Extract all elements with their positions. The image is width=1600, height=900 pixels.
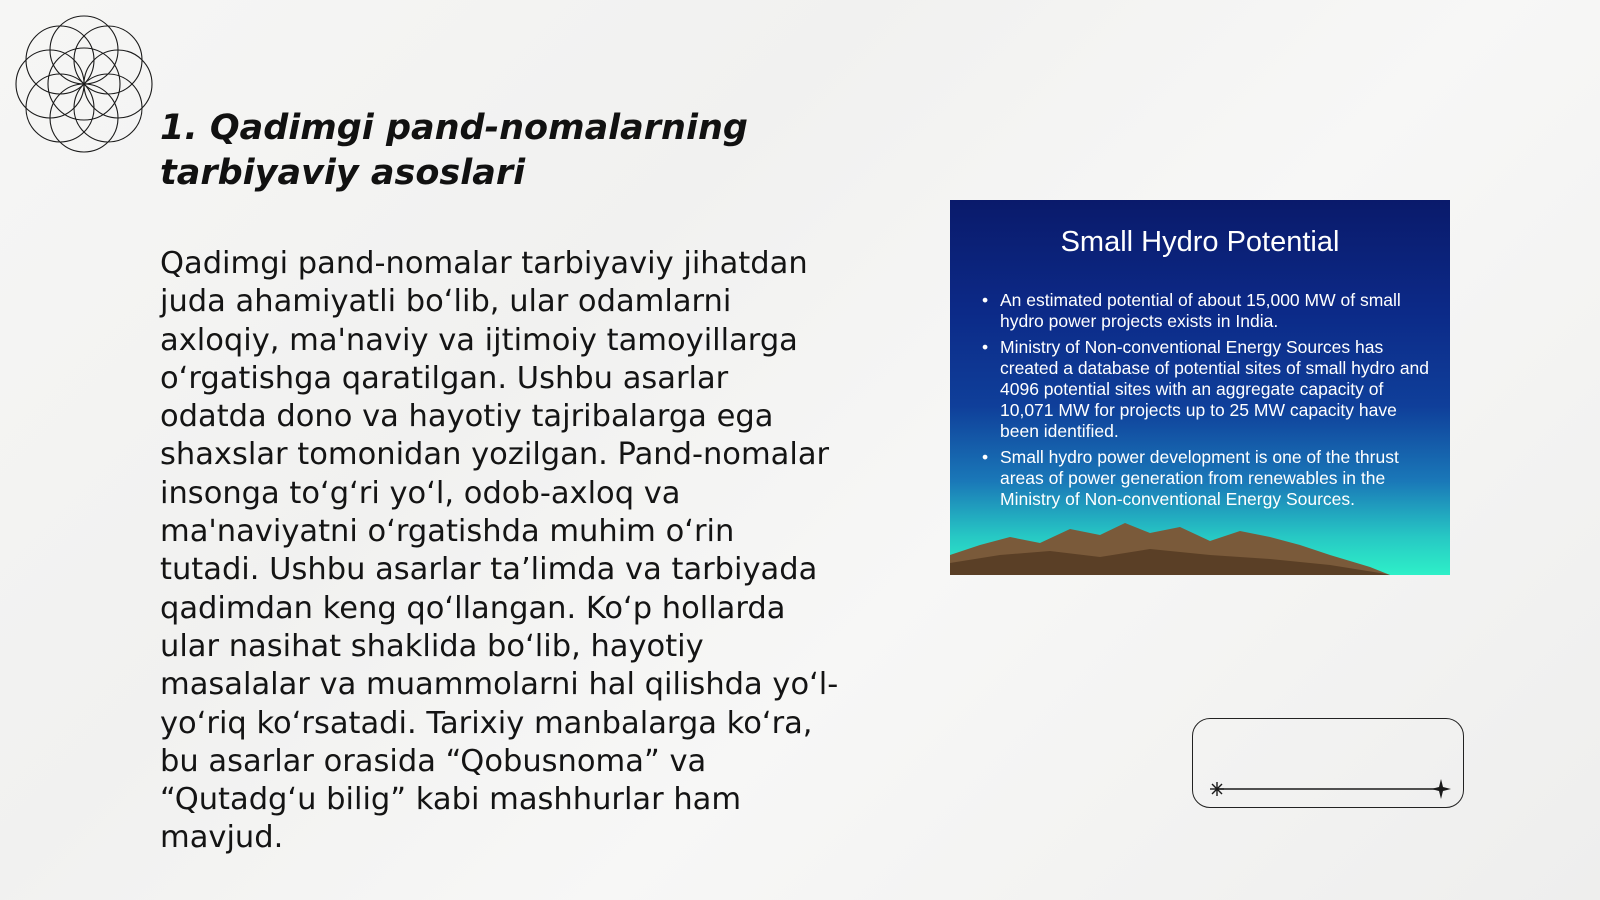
bullet-dot: • <box>982 290 989 310</box>
slide-bullet <box>982 337 1430 442</box>
mountains-graphic <box>950 515 1450 575</box>
slide-bullet-text: Small hydro power development is one of the thrust areas of power generation from renewables in the Ministry of Non-conventional Energy Sources. <box>1000 447 1399 509</box>
slide-bullet <box>982 290 1430 332</box>
slide-bullet-text: An estimated potential of about 15,000 MW of small hydro power projects exists in India. <box>1000 290 1401 331</box>
body-paragraph: Qadimgi pand-nomalar tarbiyaviy jihatdan juda ahamiyatli boʻlib, ular odamlarni axloqiy, ma'naviy va ijtimoiy tamoyillarga oʻrgatishga qaratilgan. Ushbu asarlar odatda dono va hayotiy tajribalarga ega shaxslar tomonidan yozilgan. Pand-nomalar insonga toʻgʻri yoʻl, odob-axloq va ma'naviyatni oʻrgatishda muhim oʻrin tutadi. Ushbu asarlar taʼlimda va tarbiyada qadimdan keng qoʻllangan. Koʻp hollarda ular nasihat shaklida boʻlib, hayotiy masalalar va muammolarni hal qilishda yoʻl-yoʻriq koʻrsatadi. Tarixiy manbalarga koʻra, bu asarlar orasida “Qobusnoma” va “Qutadgʻu bilig” kabi mashhurlar ham mavjud. <box>160 246 839 856</box>
slide-bullet <box>982 447 1430 510</box>
timeline-ornament-box <box>1192 718 1464 808</box>
page-title: 1. Qadimgi pand-nomalarning tarbiyaviy asoslari <box>160 108 748 193</box>
sparkle-icon <box>1210 782 1224 796</box>
embedded-slide-image <box>950 200 1450 575</box>
slide-bullet-text: Ministry of Non-conventional Energy Sources has created a database of potential sites of small hydro and 4096 potential sites with an aggregate capacity of 10,071 MW for projects up to 25 MW capacity have been identified. <box>1000 337 1430 441</box>
slide-title: Small Hydro Potential <box>1060 226 1340 258</box>
bullet-dot: • <box>982 447 989 467</box>
timeline-line-graphic <box>1193 719 1465 809</box>
bullet-dot: • <box>982 337 989 357</box>
star-icon <box>1431 779 1451 799</box>
interlaced-rings-ornament <box>10 10 158 158</box>
slide-bullet-list <box>982 290 1430 515</box>
